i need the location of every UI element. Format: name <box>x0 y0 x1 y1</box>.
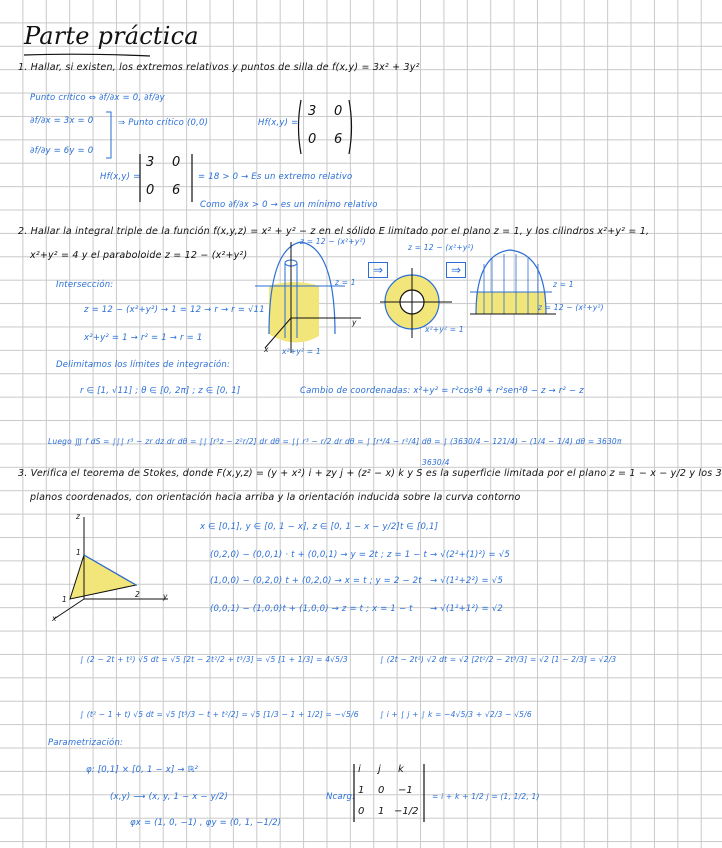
p3-param-map: (x,y) ⟶ (x, y, 1 − x − y/2) <box>110 792 229 802</box>
p2-intersection-title: Intersección: <box>56 280 114 290</box>
p3-statement-b: planos coordenados, con orientación hacia arriba y la orientación inducida sobre la curva contorno <box>30 492 521 503</box>
p3-domain: x ∈ [0,1], y ∈ [0, 1 − x], z ∈ [0, 1 − x − y/2] <box>200 522 400 532</box>
p2-annulus-label: z = 12 − (x²+y²) <box>408 243 474 252</box>
p3-z-axis-label: z <box>76 512 81 521</box>
p1-hessian-cell: 3 <box>308 104 317 119</box>
p2-x-axis-label: x <box>264 345 269 354</box>
p3-segment-1: (0,2,0) − (0,0,1) · t + (0,0,1) → y = 2t ; z = 1 − t <box>210 550 428 560</box>
p3-normal-cell: 0 <box>378 785 385 796</box>
p1-system-brace <box>104 110 114 160</box>
p2-coordinate-change: Cambio de coordenadas: x²+y² = r²cos²θ + r²sen²θ − z → r² − z <box>300 386 584 396</box>
p1-hessian-cell: 0 <box>308 132 317 147</box>
p3-segment-3-result: → √(1²+1²) = √2 <box>430 604 503 614</box>
p1-hessian-brackets <box>295 98 355 156</box>
p3-x-intercept: 1 <box>62 595 67 604</box>
p1-statement: 1. Hallar, si existen, los extremos relativos y puntos de silla de f(x,y) = 3x² + 3y² <box>18 62 420 73</box>
p3-param-title: Parametrización: <box>48 738 124 748</box>
p3-segment-1-result: → √(2²+(1)²) = √5 <box>430 550 511 560</box>
p2-inner-circle-label: x²+y² = 1 <box>425 325 464 334</box>
p3-normal-cell: 1 <box>358 785 365 796</box>
p3-normal-cell: j <box>378 764 381 775</box>
p2-solid-diagram <box>255 238 365 358</box>
p3-tetrahedron-diagram <box>40 515 170 625</box>
p1-det-cell: 3 <box>146 155 155 170</box>
p1-det-cell: 0 <box>146 183 155 198</box>
p1-hessian-det-label: Hf(x,y) = <box>100 172 141 182</box>
p3-normal-result: = i + k + 1/2 j = (1, 1/2, 1) <box>432 792 540 801</box>
p1-critical-definition: Punto crítico ⇔ ∂f/∂x = 0, ∂f/∂y <box>30 93 165 103</box>
p2-intersection-1: z = 12 − (x²+y²) → 1 = 12 → r → r = √11 <box>84 305 265 315</box>
p1-hessian-cell: 0 <box>334 104 343 119</box>
p1-hessian-cell: 6 <box>334 132 343 147</box>
p3-normal-cell: i <box>358 764 361 775</box>
p2-arrow-2: ⇒ <box>446 262 466 278</box>
p3-normal-cell: 0 <box>358 806 365 817</box>
p3-sum: ∫ i + ∫ j + ∫ k = −4√5/3 + √2/3 − √5/6 <box>380 710 532 719</box>
p1-det-cell: 6 <box>172 183 181 198</box>
p3-integral-3: ∫ (t² − 1 + t) √5 dt = √5 [t³/3 − t + t²/2] = √5 [1/3 − 1 + 1/2] = −√5/6 <box>80 710 359 719</box>
p2-intersection-2: x²+y² = 1 → r² = 1 → r = 1 <box>84 333 203 343</box>
p3-normal-cell: k <box>398 764 404 775</box>
p1-det-bars <box>136 152 196 204</box>
p3-normal-cell: −1/2 <box>394 806 419 817</box>
p3-normal-cell: 1 <box>378 806 385 817</box>
p2-section-diagram <box>470 244 560 324</box>
p2-y-axis-label: y <box>352 318 357 327</box>
p3-y-intercept: 2 <box>135 590 140 599</box>
p3-segment-2: (1,0,0) − (0,2,0) t + (0,2,0) → x = t ; y = 2 − 2t <box>210 576 422 586</box>
p1-min-result: Como ∂f/∂x > 0 → es un mínimo relativo <box>200 200 378 210</box>
p2-statement-b: x²+y² = 4 y el paraboloide z = 12 − (x²+y²) <box>30 250 248 261</box>
p2-paraboloid-label: z = 12 − (x²+y²) <box>300 237 366 246</box>
p2-statement-a: 2. Hallar la integral triple de la función f(x,y,z) = x² + y² − z en el sólido E limitado por el plano z = 1, y los cilindros x²+y² = 1, <box>18 226 650 237</box>
p1-det-cell: 0 <box>172 155 181 170</box>
p2-section-para-label: z = 12 − (x²+y²) <box>538 303 604 312</box>
p1-critical-point: ⇒ Punto crítico (0,0) <box>118 118 209 128</box>
p2-plane-label: z = 1 <box>335 278 356 287</box>
p2-subtotal: 3630/4 <box>422 458 450 467</box>
p3-t-range: t ∈ [0,1] <box>400 522 439 532</box>
p2-limits: r ∈ [1, √11] ; θ ∈ [0, 2π] ; z ∈ [0, 1] <box>80 386 241 396</box>
p3-param-domain: φ: [0,1] × [0, 1 − x] → ℝ² <box>86 765 199 775</box>
p1-eq-x: ∂f/∂x = 3x = 0 <box>30 116 94 126</box>
p3-integral-2: ∫ (2t − 2t²) √2 dt = √2 [2t²/2 − 2t³/3] = √2 [1 − 2/3] = √2/3 <box>380 655 617 664</box>
p1-det-result: = 18 > 0 → Es un extremo relativo <box>198 172 353 182</box>
p1-eq-y: ∂f/∂y = 6y = 0 <box>30 146 94 156</box>
p3-y-axis-label: y <box>163 592 168 601</box>
p3-param-partials: φx = (1, 0, −1) , φy = (0, 1, −1/2) <box>130 818 282 828</box>
p3-z-intercept: 1 <box>76 548 81 557</box>
p3-statement-a: 3. Verifica el teorema de Stokes, donde F(x,y,z) = (y + x²) i + zy j + (z² − x) k y S es la superficie limitada por el plano z = 1 − x − y/2 y los 3 <box>18 468 722 479</box>
p2-section-plane-label: z = 1 <box>553 280 574 289</box>
page-title: Parte práctica <box>24 22 199 50</box>
p2-integral-chain: Luego ∭ f dS = ∫∫∫ r³ − zr dz dr dθ = ∫∫ [r³z − z²r/2] dr dθ = ∫∫ r³ − r/2 dr dθ = ∫ [r⁴/4 − r²/4] dθ = ∫ (3630/4 − 121/4) − (1/4 − 1/4) dθ = 3630π <box>48 437 622 446</box>
title-underline <box>22 52 154 58</box>
p3-segment-2-result: → √(1²+2²) = √5 <box>430 576 503 586</box>
p1-hessian-label: Hf(x,y) = <box>258 118 299 128</box>
p2-limits-title: Delimitamos los límites de integración: <box>56 360 231 370</box>
p3-normal-cell: −1 <box>398 785 413 796</box>
p3-normal-label: Ncarg: <box>326 792 356 802</box>
p2-cylinder-label: x²+y² = 1 <box>282 347 321 356</box>
p2-arrow-1: ⇒ <box>368 262 388 278</box>
p3-x-axis-label: x <box>52 614 57 623</box>
p2-annulus-diagram <box>380 268 460 348</box>
p3-segment-3: (0,0,1) − (1,0,0)t + (1,0,0) → z = t ; x = 1 − t <box>210 604 413 614</box>
p3-integral-1: ∫ (2 − 2t + t²) √5 dt = √5 [2t − 2t²/2 + t³/3] = √5 [1 + 1/3] = 4√5/3 <box>80 655 348 664</box>
